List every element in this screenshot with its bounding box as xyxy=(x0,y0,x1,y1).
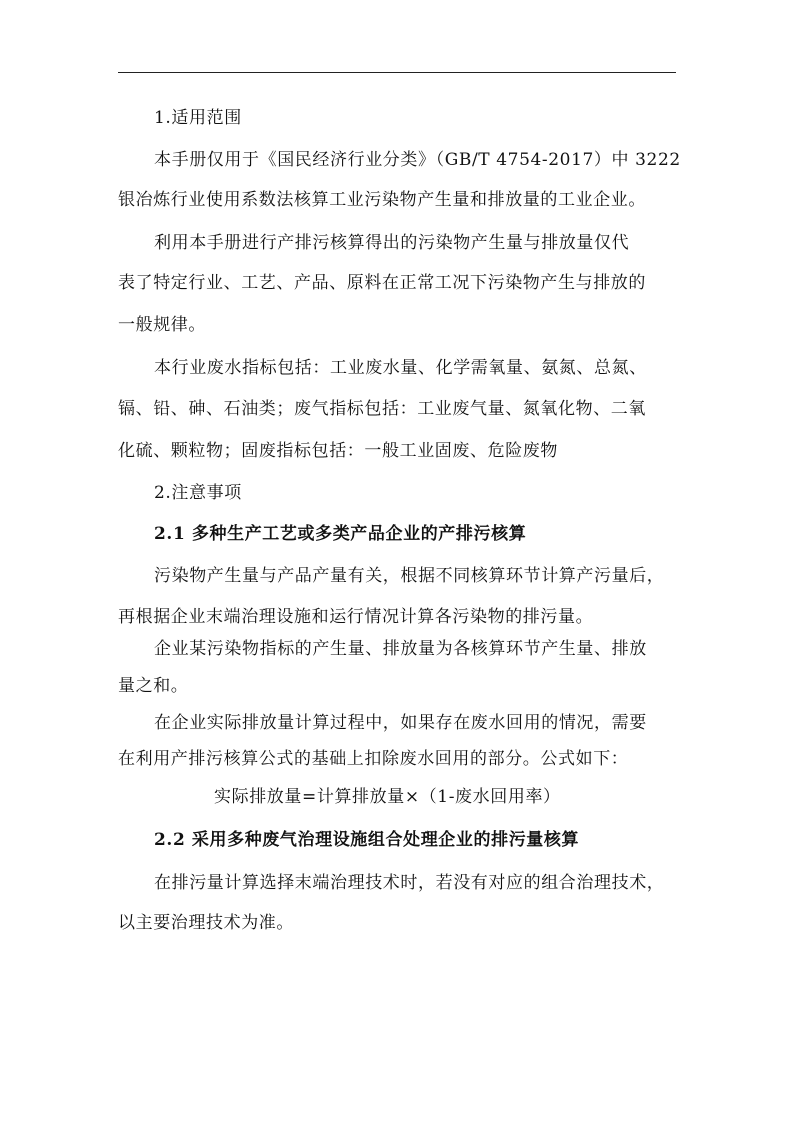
paragraph-2-line-2: 表了特定行业、工艺、产品、原料在正常工况下污染物产生与排放的 xyxy=(118,273,646,293)
formula: 实际排放量=计算排放量×（1-废水回用率） xyxy=(214,787,561,807)
paragraph-1-line-2: 银冶炼行业使用系数法核算工业污染物产生量和排放量的工业企业。 xyxy=(118,190,646,210)
header-rule xyxy=(118,72,676,73)
paragraph-3-line-1: 本行业废水指标包括：工业废水量、化学需氧量、氨氮、总氮、 xyxy=(154,358,647,378)
section-2-title: 2.注意事项 xyxy=(154,483,242,503)
paragraph-2-line-1: 利用本手册进行产排污核算得出的污染物产生量与排放量仅代 xyxy=(154,233,630,253)
paragraph-3-line-2: 镉、铅、砷、石油类；废气指标包括：工业废气量、氮氧化物、二氧 xyxy=(118,399,646,419)
section-1-title: 1.适用范围 xyxy=(154,108,242,128)
paragraph-5-line-2: 量之和。 xyxy=(118,676,189,696)
section-2-1-title: 2.1 多种生产工艺或多类产品企业的产排污核算 xyxy=(154,524,527,544)
paragraph-6-line-1: 在企业实际排放量计算过程中，如果存在废水回用的情况，需要 xyxy=(154,713,647,733)
paragraph-6-line-2: 在利用产排污核算公式的基础上扣除废水回用的部分。公式如下： xyxy=(118,749,629,769)
section-2-2-title: 2.2 采用多种废气治理设施组合处理企业的排污量核算 xyxy=(154,830,580,850)
paragraph-3-line-3: 化硫、颗粒物；固废指标包括：一般工业固废、危险废物 xyxy=(118,441,558,461)
paragraph-2-line-3: 一般规律。 xyxy=(118,315,206,335)
paragraph-1-line-1: 本手册仅用于《国民经济行业分类》（GB/T 4754-2017）中 3222 xyxy=(154,150,681,170)
paragraph-7-line-2: 以主要治理技术为准。 xyxy=(118,913,294,933)
paragraph-4-line-1: 污染物产生量与产品产量有关，根据不同核算环节计算产污量后， xyxy=(154,566,665,586)
paragraph-4-line-2: 再根据企业末端治理设施和运行情况计算各污染物的排污量。 xyxy=(118,607,594,627)
paragraph-5-line-1: 企业某污染物指标的产生量、排放量为各核算环节产生量、排放 xyxy=(154,639,647,659)
paragraph-7-line-1: 在排污量计算选择末端治理技术时，若没有对应的组合治理技术， xyxy=(154,873,665,893)
